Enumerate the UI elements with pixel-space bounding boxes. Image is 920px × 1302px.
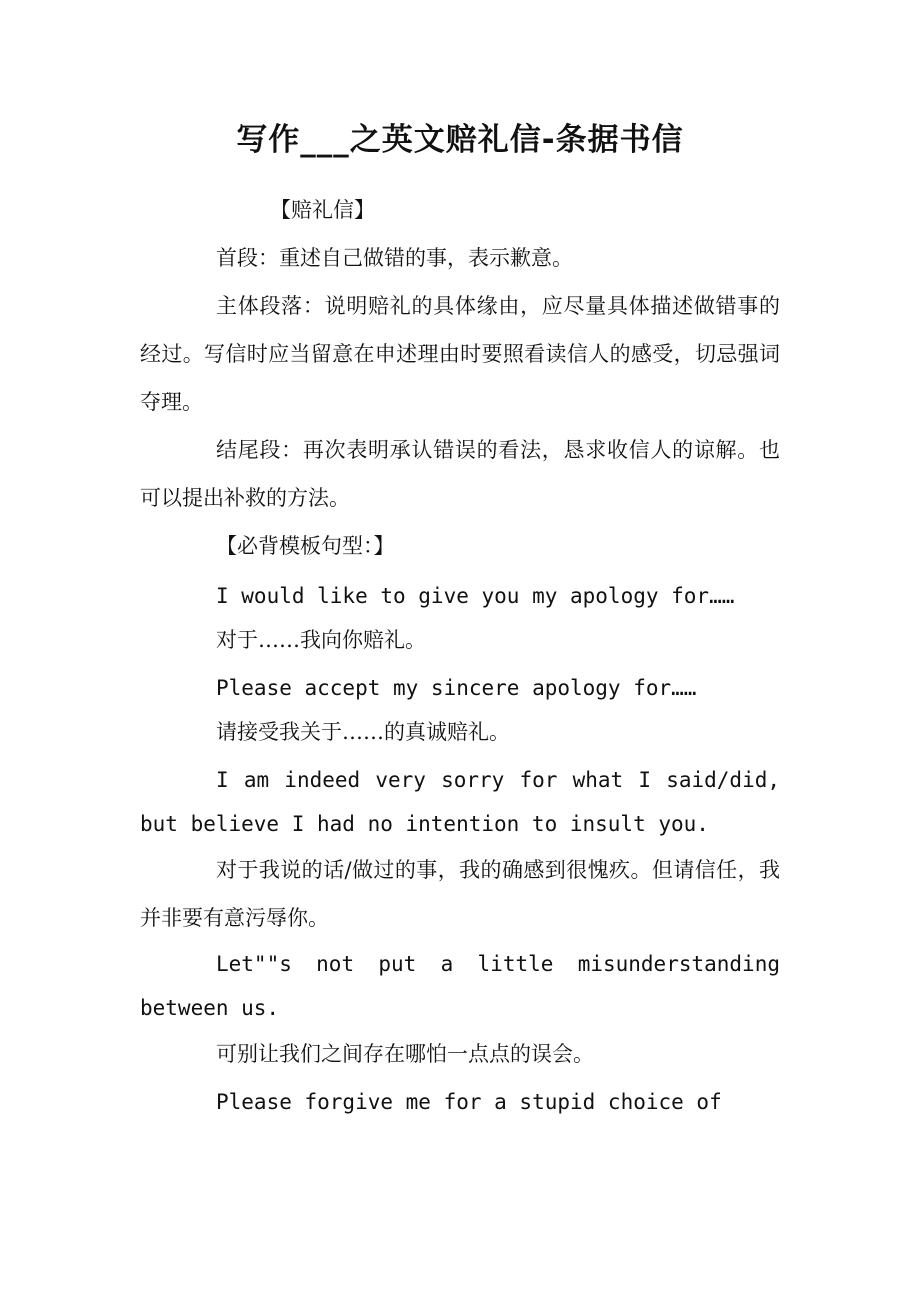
template-sentence-en-4: Let""s not put a little misunderstanding between us.: [140, 952, 780, 1020]
template-sentence-en-1: I would like to give you my apology for……: [216, 584, 735, 608]
document-body: [140, 186, 780, 1126]
section-heading-apology-letter: 【赔礼信】: [270, 198, 375, 222]
template-sentence-en-5: Please forgive me for a stupid choice of: [216, 1090, 722, 1114]
template-sentence-zh-2: 请接受我关于……的真诚赔礼。: [216, 720, 510, 744]
template-sentence-zh-4: 可别让我们之间存在哪怕一点点的误会。: [216, 1042, 594, 1066]
paragraph-closing: 结尾段：再次表明承认错误的看法，恳求收信人的谅解。也可以提出补救的方法。: [140, 438, 780, 510]
template-sentence-en-2: Please accept my sincere apology for……: [216, 676, 697, 700]
template-sentence-en-3: I am indeed very sorry for what I said/did, but believe I had no intention to insult you.: [140, 768, 780, 836]
paragraph-opening: 首段：重述自己做错的事，表示歉意。: [216, 246, 573, 270]
template-sentence-zh-3: 对于我说的话/做过的事，我的确感到很愧疚。但请信任，我并非要有意污辱你。: [140, 858, 780, 930]
document-title: 写作___之英文赔礼信-条据书信: [236, 122, 684, 158]
template-sentence-zh-1: 对于……我向你赔礼。: [216, 628, 426, 652]
paragraph-body: 主体段落：说明赔礼的具体缘由，应尽量具体描述做错事的经过。写信时应当留意在申述理由时要照看读信人的感受，切忌强词夺理。: [140, 294, 780, 414]
section-heading-templates: 【必背模板句型：】: [216, 534, 395, 558]
